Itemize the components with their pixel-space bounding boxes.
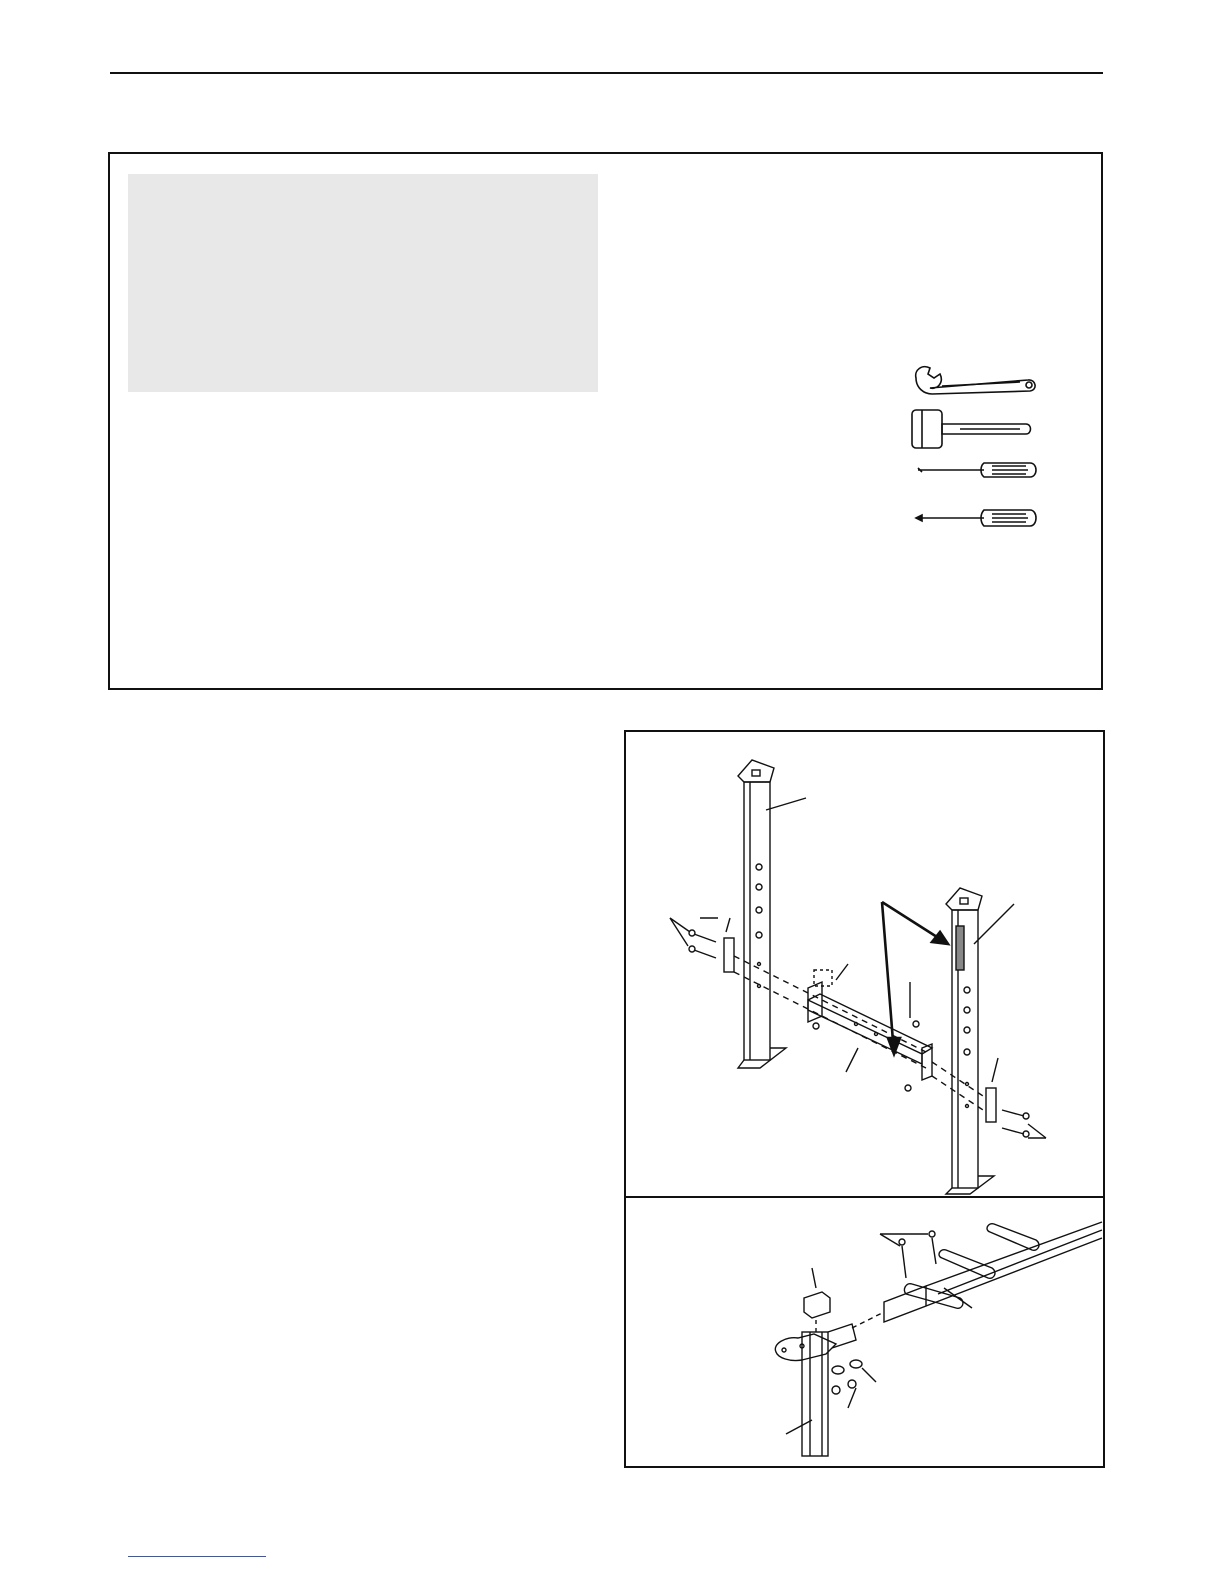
top-rule	[110, 72, 1103, 74]
vertical-post	[775, 1324, 856, 1456]
phillips-screwdriver-icon	[916, 510, 1036, 526]
crossbar	[808, 964, 932, 1091]
assembly-figure-2	[624, 1196, 1105, 1468]
callout-arrows	[882, 902, 948, 1054]
frame-tube	[852, 1222, 1102, 1328]
right-upright-post	[946, 888, 1014, 1194]
footer-link-underline[interactable]	[128, 1556, 266, 1557]
left-bracket-bolts	[670, 918, 926, 1068]
assembly-figure-1	[624, 730, 1105, 1198]
tools-illustration	[900, 360, 1050, 540]
right-bracket-bolts	[932, 1058, 1046, 1138]
end-cap	[804, 1268, 830, 1332]
note-panel	[128, 174, 598, 392]
flathead-screwdriver-icon	[918, 463, 1036, 477]
adjustable-wrench-icon	[916, 367, 1035, 394]
left-upright-post	[738, 760, 806, 1068]
rubber-mallet-icon	[912, 410, 1031, 448]
